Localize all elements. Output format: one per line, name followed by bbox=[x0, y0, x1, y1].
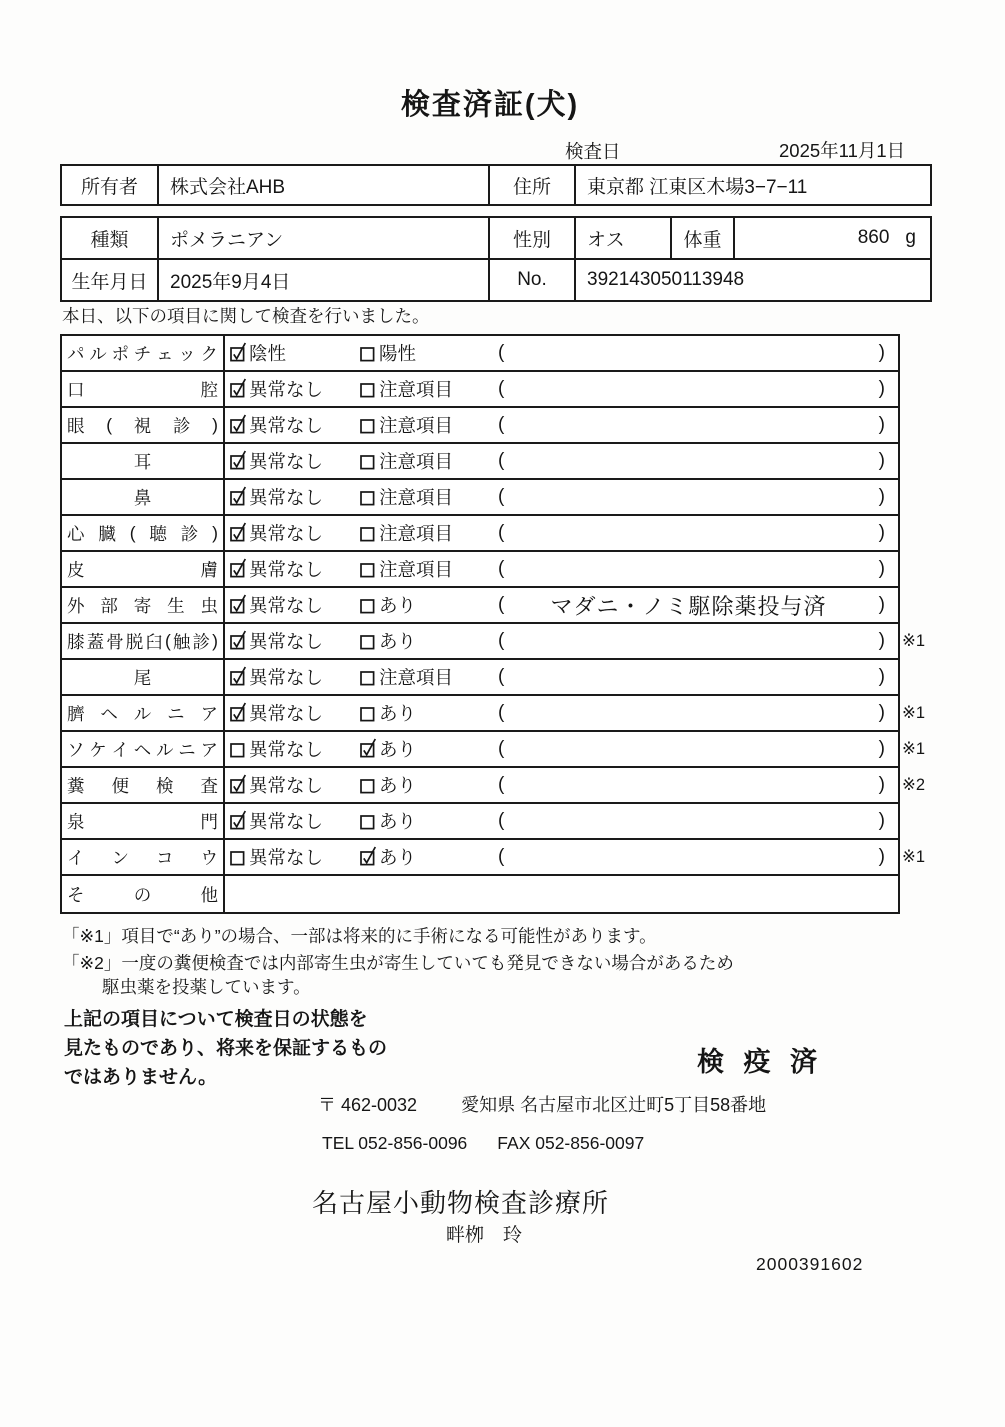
remark-paren-open: ( bbox=[498, 522, 505, 543]
exam-result-cell bbox=[225, 840, 926, 874]
exam-item-label: イ ン コ ウ bbox=[62, 840, 225, 874]
exam-item-label: 心 臓 ( 聴 診 ) bbox=[62, 516, 225, 550]
sex-label: 性別 bbox=[490, 218, 576, 258]
result-option-2 bbox=[360, 768, 416, 802]
remark-paren-open: ( bbox=[498, 846, 505, 867]
result-option-1 bbox=[230, 732, 323, 766]
intro-text: 本日、以下の項目に関して検査を行いました。 bbox=[62, 306, 430, 326]
remark-paren-close: ) bbox=[878, 666, 885, 687]
remark-paren-close: ) bbox=[878, 378, 885, 399]
option-label: あり bbox=[379, 631, 417, 652]
exam-result-cell bbox=[225, 876, 898, 912]
result-option-1 bbox=[230, 768, 323, 802]
exam-item-label: 外 部 寄 生 虫 bbox=[62, 588, 225, 622]
remark-paren-close: ) bbox=[878, 414, 885, 435]
checkbox-checked-icon bbox=[230, 701, 247, 722]
table-row bbox=[62, 876, 898, 912]
result-option-2 bbox=[360, 624, 416, 658]
checkbox-unchecked-icon bbox=[360, 341, 377, 362]
breed-value: ポメラニアン bbox=[159, 218, 490, 258]
veterinarian-name: 畔栁 玲 bbox=[446, 1225, 523, 1246]
weight-label: 体重 bbox=[672, 218, 735, 258]
option-label: あり bbox=[379, 847, 417, 868]
option-label: 注意項目 bbox=[379, 559, 454, 580]
exam-item-label: 臍 ヘ ル ニ ア bbox=[62, 696, 225, 730]
remark-paren-open: ( bbox=[498, 702, 505, 723]
result-option-2 bbox=[360, 408, 453, 442]
table-row bbox=[62, 218, 930, 260]
option-label: 異常なし bbox=[249, 811, 324, 832]
checkbox-unchecked-icon bbox=[360, 809, 377, 830]
page-title: 検査済証(犬) bbox=[400, 89, 580, 121]
table-row bbox=[62, 444, 898, 480]
remark-paren-close: ) bbox=[878, 342, 885, 363]
inspection-date-label: 検査日 bbox=[565, 141, 621, 162]
exam-item-label: ソ ケ イ ヘ ル ニ ア bbox=[62, 732, 225, 766]
exam-result-cell bbox=[225, 768, 926, 802]
disclaimer-line-2: 見たものであり、将来を保証するもの bbox=[64, 1038, 388, 1059]
reference-mark: ※1 bbox=[902, 848, 926, 866]
checkbox-checked-icon bbox=[230, 557, 247, 578]
checkbox-unchecked-icon bbox=[360, 413, 377, 434]
checkbox-checked-icon bbox=[230, 377, 247, 398]
checkbox-unchecked-icon bbox=[360, 701, 377, 722]
result-option-1 bbox=[230, 372, 323, 406]
result-option-2 bbox=[360, 552, 453, 586]
checkbox-checked-icon bbox=[230, 449, 247, 470]
checkbox-unchecked-icon bbox=[360, 629, 377, 650]
option-label: 異常なし bbox=[249, 523, 324, 544]
birthdate-value: 2025年9月4日 bbox=[159, 260, 490, 300]
table-row bbox=[62, 660, 898, 696]
footnote-2-continued: 駆虫薬を投薬しています。 bbox=[102, 977, 311, 997]
remark-paren-open: ( bbox=[498, 774, 505, 795]
reference-mark: ※1 bbox=[902, 632, 926, 650]
exam-result-cell bbox=[225, 660, 898, 694]
remark-paren-open: ( bbox=[498, 486, 505, 507]
number-label: No. bbox=[490, 260, 576, 300]
table-row bbox=[62, 166, 930, 204]
exam-result-cell bbox=[225, 336, 898, 370]
checkbox-checked-icon bbox=[360, 845, 377, 866]
option-label: 異常なし bbox=[249, 595, 324, 616]
option-label: 注意項目 bbox=[379, 487, 454, 508]
checkbox-checked-icon bbox=[230, 341, 247, 362]
table-row bbox=[62, 588, 898, 624]
exam-item-label: 口 腔 bbox=[62, 372, 225, 406]
owner-value: 株式会社AHB bbox=[159, 166, 490, 204]
result-option-1 bbox=[230, 660, 323, 694]
clinic-name: 名古屋小動物検査診療所 bbox=[312, 1188, 610, 1218]
remark-paren-close: ) bbox=[878, 558, 885, 579]
option-label: 異常なし bbox=[249, 847, 324, 868]
option-label: 異常なし bbox=[249, 739, 324, 760]
exam-result-cell bbox=[225, 552, 898, 586]
checkbox-unchecked-icon bbox=[230, 845, 247, 866]
remark-paren-open: ( bbox=[498, 810, 505, 831]
option-label: 注意項目 bbox=[379, 667, 454, 688]
remark-paren-close: ) bbox=[878, 630, 885, 651]
remark-paren-open: ( bbox=[498, 450, 505, 471]
result-option-2 bbox=[360, 588, 416, 622]
table-row bbox=[62, 696, 926, 732]
checkbox-checked-icon bbox=[230, 593, 247, 614]
result-option-1 bbox=[230, 480, 323, 514]
exam-result-cell bbox=[225, 732, 926, 766]
remark-paren-close: ) bbox=[878, 450, 885, 471]
reference-mark: ※2 bbox=[902, 776, 926, 794]
address-label: 住所 bbox=[490, 166, 576, 204]
option-label: 異常なし bbox=[249, 379, 324, 400]
result-option-1 bbox=[230, 696, 323, 730]
option-label: 注意項目 bbox=[379, 415, 454, 436]
option-label: 陰性 bbox=[249, 343, 287, 364]
remark-paren-open: ( bbox=[498, 738, 505, 759]
remark-paren-open: ( bbox=[498, 630, 505, 651]
remark-paren-open: ( bbox=[498, 414, 505, 435]
remark-paren-close: ) bbox=[878, 810, 885, 831]
option-label: 異常なし bbox=[249, 559, 324, 580]
checkbox-unchecked-icon bbox=[360, 521, 377, 542]
checkbox-checked-icon bbox=[230, 773, 247, 794]
exam-result-cell bbox=[225, 480, 898, 514]
clinic-postal-code: 〒 462-0032 bbox=[318, 1095, 418, 1115]
disclaimer-text bbox=[64, 1005, 387, 1092]
table-row bbox=[62, 804, 898, 840]
exam-item-label: 鼻 bbox=[62, 480, 225, 514]
remark-text: マダニ・ノミ駆除薬投与済 bbox=[550, 593, 827, 619]
clinic-tel: TEL 052-856-0096 bbox=[322, 1133, 468, 1153]
result-option-2 bbox=[360, 696, 416, 730]
exam-result-cell bbox=[225, 624, 926, 658]
checkbox-unchecked-icon bbox=[360, 665, 377, 686]
checkbox-checked-icon bbox=[230, 629, 247, 650]
option-label: 異常なし bbox=[249, 415, 324, 436]
table-row bbox=[62, 480, 898, 516]
result-option-2 bbox=[360, 840, 416, 874]
footnote-2: 「※2」一度の糞便検査では内部寄生虫が寄生していても発見できない場合があるため bbox=[62, 953, 734, 973]
option-label: 異常なし bbox=[249, 631, 324, 652]
checkbox-checked-icon bbox=[230, 665, 247, 686]
exam-item-label: 耳 bbox=[62, 444, 225, 478]
weight-unit: g bbox=[905, 227, 916, 248]
birthdate-label: 生年月日 bbox=[62, 260, 159, 300]
result-option-1 bbox=[230, 516, 323, 550]
checkbox-unchecked-icon bbox=[360, 449, 377, 470]
checkbox-unchecked-icon bbox=[360, 557, 377, 578]
option-label: 異常なし bbox=[249, 451, 324, 472]
clinic-contact-line bbox=[322, 1133, 644, 1154]
option-label: 陽性 bbox=[379, 343, 417, 364]
clinic-address-line bbox=[318, 1091, 766, 1117]
exam-item-label: 糞 便 検 査 bbox=[62, 768, 225, 802]
table-row bbox=[62, 408, 898, 444]
remark-paren-close: ) bbox=[878, 738, 885, 759]
option-label: 注意項目 bbox=[379, 523, 454, 544]
result-option-1 bbox=[230, 840, 323, 874]
sex-value: オス bbox=[576, 218, 672, 258]
option-label: 異常なし bbox=[249, 487, 324, 508]
result-option-2 bbox=[360, 660, 453, 694]
option-label: 注意項目 bbox=[379, 451, 454, 472]
exam-item-label: 膝 蓋 骨 脱 臼 ( 触 診 ) bbox=[62, 624, 225, 658]
disclaimer-line-3: ではありません。 bbox=[64, 1067, 218, 1088]
exam-item-label: 皮 膚 bbox=[62, 552, 225, 586]
table-row bbox=[62, 336, 898, 372]
table-row bbox=[62, 260, 930, 300]
remark-paren-close: ) bbox=[878, 486, 885, 507]
inspection-date-value: 2025年11月1日 bbox=[779, 140, 906, 161]
result-option-2 bbox=[360, 372, 453, 406]
checkbox-checked-icon bbox=[230, 485, 247, 506]
pet-table bbox=[60, 216, 932, 302]
option-label: あり bbox=[379, 739, 417, 760]
remark-paren-open: ( bbox=[498, 594, 505, 615]
result-option-2 bbox=[360, 804, 416, 838]
table-row bbox=[62, 624, 926, 660]
remark-paren-close: ) bbox=[878, 846, 885, 867]
disclaimer-line-1: 上記の項目について検査日の状態を bbox=[64, 1009, 368, 1030]
footnote-1: 「※1」項目で“あり”の場合、一部は将来的に手術になる可能性があります。 bbox=[62, 926, 657, 946]
checkbox-checked-icon bbox=[230, 521, 247, 542]
owner-label: 所有者 bbox=[62, 166, 159, 204]
checkbox-unchecked-icon bbox=[360, 593, 377, 614]
option-label: あり bbox=[379, 595, 417, 616]
clinic-fax: FAX 052-856-0097 bbox=[497, 1133, 645, 1153]
remark-paren-close: ) bbox=[878, 522, 885, 543]
remark-paren-close: ) bbox=[878, 702, 885, 723]
result-option-1 bbox=[230, 552, 323, 586]
checkbox-checked-icon bbox=[230, 413, 247, 434]
option-label: あり bbox=[379, 775, 417, 796]
checklist-table bbox=[60, 334, 926, 914]
table-row bbox=[62, 840, 926, 876]
exam-result-cell bbox=[225, 696, 926, 730]
exam-result-cell bbox=[225, 372, 898, 406]
checkbox-checked-icon bbox=[360, 737, 377, 758]
clinic-address: 愛知県 名古屋市北区辻町5丁目58番地 bbox=[461, 1095, 767, 1115]
exam-item-label: 泉 門 bbox=[62, 804, 225, 838]
table-row bbox=[62, 372, 898, 408]
result-option-2 bbox=[360, 444, 453, 478]
remark-paren-open: ( bbox=[498, 378, 505, 399]
result-option-2 bbox=[360, 732, 416, 766]
result-option-1 bbox=[230, 588, 323, 622]
exam-result-cell bbox=[225, 516, 898, 550]
exam-result-cell bbox=[225, 408, 898, 442]
remark-paren-close: ) bbox=[878, 594, 885, 615]
result-option-1 bbox=[230, 444, 323, 478]
result-option-2 bbox=[360, 480, 453, 514]
result-option-2 bbox=[360, 336, 416, 370]
checkbox-unchecked-icon bbox=[360, 773, 377, 794]
remark-paren-open: ( bbox=[498, 342, 505, 363]
result-option-1 bbox=[230, 336, 286, 370]
quarantine-stamp: 検 疫 済 bbox=[697, 1047, 824, 1077]
result-option-1 bbox=[230, 804, 323, 838]
result-option-1 bbox=[230, 408, 323, 442]
address-value: 東京都 江東区木場3−7−11 bbox=[587, 176, 808, 198]
reference-mark: ※1 bbox=[902, 740, 926, 758]
checkbox-unchecked-icon bbox=[360, 377, 377, 398]
option-label: 異常なし bbox=[249, 775, 324, 796]
option-label: 異常なし bbox=[249, 667, 324, 688]
option-label: あり bbox=[379, 703, 417, 724]
reference-mark: ※1 bbox=[902, 704, 926, 722]
number-value: 392143050113948 bbox=[587, 269, 745, 290]
exam-item-label: 尾 bbox=[62, 660, 225, 694]
checkbox-unchecked-icon bbox=[360, 485, 377, 506]
table-row bbox=[62, 516, 898, 552]
owner-table bbox=[60, 164, 932, 206]
breed-label: 種類 bbox=[62, 218, 159, 258]
option-label: 注意項目 bbox=[379, 379, 454, 400]
table-row bbox=[62, 552, 898, 588]
result-option-1 bbox=[230, 624, 323, 658]
weight-value-cell bbox=[735, 218, 930, 258]
option-label: 異常なし bbox=[249, 703, 324, 724]
exam-item-label: 眼 ( 視 診 ) bbox=[62, 408, 225, 442]
exam-result-cell bbox=[225, 588, 898, 622]
exam-item-label: パ ル ポ チ ェ ッ ク bbox=[62, 336, 225, 370]
checkbox-checked-icon bbox=[230, 809, 247, 830]
weight-value: 860 bbox=[857, 227, 890, 248]
remark-paren-open: ( bbox=[498, 558, 505, 579]
document-number: 2000391602 bbox=[756, 1254, 864, 1274]
exam-result-cell bbox=[225, 444, 898, 478]
exam-result-cell bbox=[225, 804, 898, 838]
checkbox-unchecked-icon bbox=[230, 737, 247, 758]
result-option-2 bbox=[360, 516, 453, 550]
exam-item-label: そ の 他 bbox=[62, 876, 225, 912]
table-row bbox=[62, 732, 926, 768]
remark-paren-close: ) bbox=[878, 774, 885, 795]
table-row bbox=[62, 768, 926, 804]
option-label: あり bbox=[379, 811, 417, 832]
remark-paren-open: ( bbox=[498, 666, 505, 687]
